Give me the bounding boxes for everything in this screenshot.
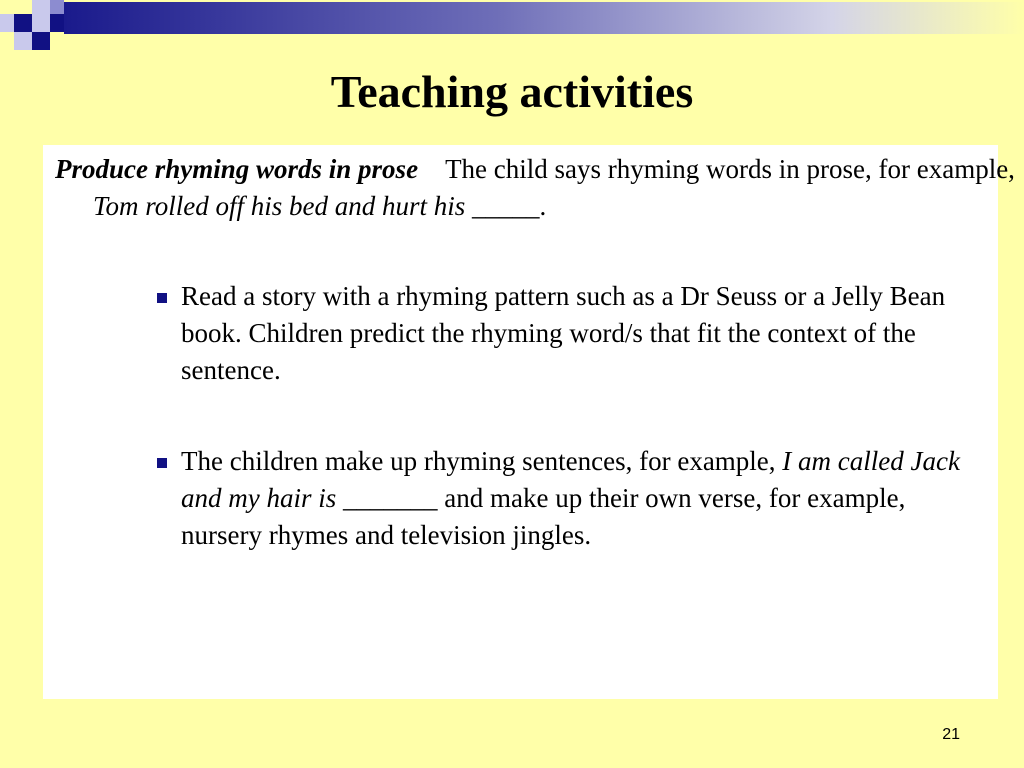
list-item <box>155 278 985 389</box>
header-decoration <box>0 0 1024 50</box>
decoration-square-icon <box>14 14 32 32</box>
square-bullet-icon <box>157 458 167 468</box>
bullet-text: The children make up rhyming sentences, for example, <box>181 446 783 476</box>
intro-text: The child says rhyming words in prose, for example, <box>445 154 1015 184</box>
page-number: 21 <box>942 726 960 743</box>
bullet-text: Read a story with a rhyming pattern such as a Dr Seuss or a Jelly Bean book. Children predict the rhyming word/s that fit the context of the sentence. <box>181 281 946 385</box>
list-item <box>155 443 985 554</box>
bullet-example: I am called Jack and my hair is <box>181 446 960 513</box>
intro-spacer <box>418 154 445 184</box>
slide-title: Teaching activities <box>330 66 694 117</box>
decoration-square-icon <box>32 0 50 14</box>
decoration-square-icon <box>32 14 50 32</box>
decoration-square-icon <box>50 14 64 32</box>
intro-lead: Produce rhyming words in prose <box>55 154 419 184</box>
decoration-square-icon <box>50 0 64 14</box>
content-box <box>43 145 1015 699</box>
decoration-square-icon <box>32 32 50 50</box>
header-gradient-stripe <box>64 2 1024 34</box>
bullet-text-continued: _______ and make up their own verse, for example, nursery rhymes and television jingles. <box>181 483 906 550</box>
intro-blank: _____. <box>465 191 547 221</box>
square-bullet-icon <box>157 293 167 303</box>
bullet-list <box>155 278 985 554</box>
intro-paragraph <box>55 151 1023 225</box>
intro-example: Tom rolled off his bed and hurt his <box>93 191 466 221</box>
decoration-square-icon <box>14 32 32 50</box>
decoration-square-icon <box>0 14 14 32</box>
